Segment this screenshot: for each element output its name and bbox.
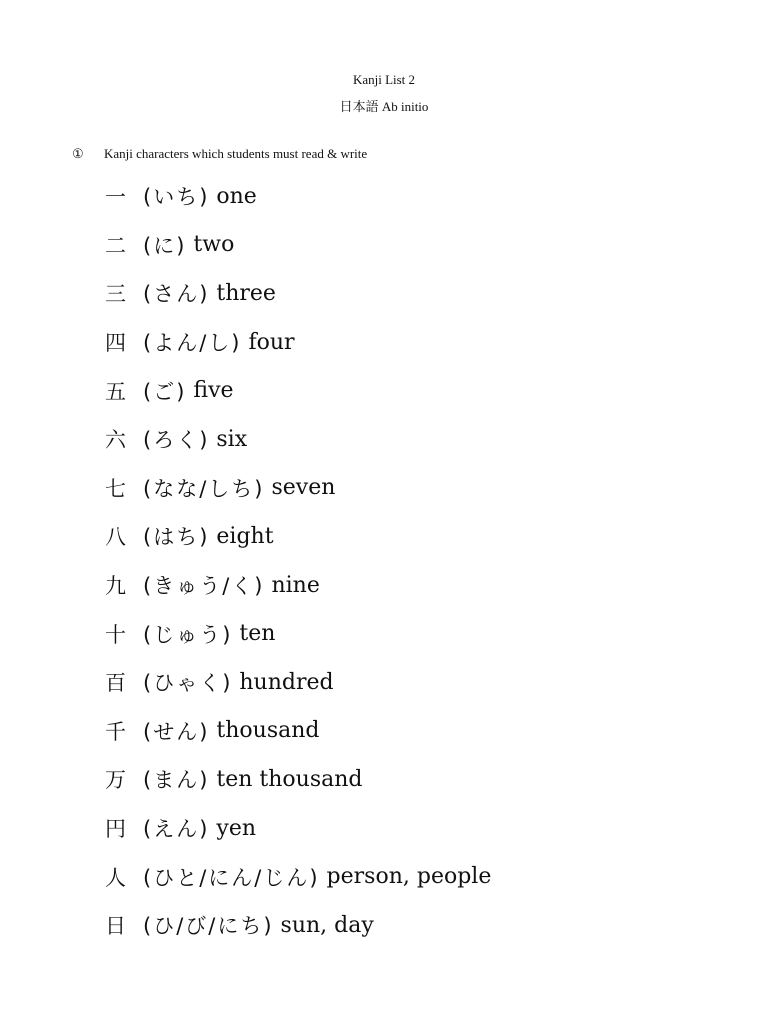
kanji-meaning: eight xyxy=(216,523,274,549)
kanji-reading: (ひと/にん/じん) xyxy=(143,865,320,890)
kanji-character: 二 xyxy=(105,233,126,258)
kanji-character: 人 xyxy=(105,865,126,890)
document-title: Kanji List 2 xyxy=(352,72,416,87)
kanji-character: 九 xyxy=(105,574,126,599)
kanji-meaning: six xyxy=(216,426,248,452)
kanji-row xyxy=(105,366,491,415)
kanji-character: 円 xyxy=(105,817,126,842)
kanji-reading: (よん/し) xyxy=(143,331,242,356)
kanji-row xyxy=(105,318,491,367)
kanji-row xyxy=(105,852,491,901)
kanji-row xyxy=(105,269,491,318)
kanji-meaning: seven xyxy=(271,475,336,501)
kanji-reading: (せん) xyxy=(143,719,210,744)
kanji-meaning: one xyxy=(216,183,257,209)
kanji-meaning: nine xyxy=(271,572,320,598)
kanji-reading: (に) xyxy=(143,233,187,258)
kanji-row xyxy=(105,658,491,707)
kanji-character: 日 xyxy=(105,914,126,939)
kanji-meaning: three xyxy=(216,280,276,306)
kanji-meaning: ten thousand xyxy=(216,766,363,792)
kanji-row xyxy=(105,415,491,464)
kanji-character: 十 xyxy=(105,622,126,647)
kanji-reading: (まん) xyxy=(143,768,210,793)
kanji-meaning: two xyxy=(193,232,235,258)
kanji-row xyxy=(105,707,491,756)
kanji-meaning: five xyxy=(193,378,234,404)
kanji-meaning: ten xyxy=(239,621,276,647)
kanji-reading: (ろく) xyxy=(143,428,210,453)
kanji-row xyxy=(105,804,491,853)
kanji-row xyxy=(105,172,491,221)
kanji-character: 万 xyxy=(105,768,126,793)
kanji-reading: (ひ/び/にち) xyxy=(143,914,274,939)
kanji-meaning: person, people xyxy=(326,864,492,890)
kanji-character: 四 xyxy=(105,331,126,356)
section-heading-text: Kanji characters which students must read & write xyxy=(104,146,368,161)
kanji-row xyxy=(105,561,491,610)
kanji-character: 一 xyxy=(105,185,126,210)
kanji-meaning: hundred xyxy=(239,669,334,695)
kanji-reading: (いち) xyxy=(143,185,210,210)
kanji-reading: (なな/しち) xyxy=(143,476,265,501)
kanji-reading: (きゅう/く) xyxy=(143,574,265,599)
kanji-row xyxy=(105,755,491,804)
kanji-character: 七 xyxy=(105,476,126,501)
kanji-character: 三 xyxy=(105,282,126,307)
section-heading xyxy=(72,146,367,162)
kanji-row xyxy=(105,609,491,658)
kanji-meaning: yen xyxy=(216,815,257,841)
kanji-character: 千 xyxy=(105,719,126,744)
kanji-reading: (はち) xyxy=(143,525,210,550)
kanji-row xyxy=(105,512,491,561)
kanji-row xyxy=(105,464,491,513)
kanji-reading: (じゅう) xyxy=(143,622,233,647)
kanji-reading: (ひゃく) xyxy=(143,671,233,696)
section-marker: ① xyxy=(72,146,84,161)
kanji-row xyxy=(105,221,491,270)
kanji-character: 百 xyxy=(105,671,126,696)
kanji-character: 六 xyxy=(105,428,126,453)
kanji-reading: (さん) xyxy=(143,282,210,307)
kanji-meaning: sun, day xyxy=(280,912,374,938)
kanji-character: 五 xyxy=(105,379,126,404)
kanji-list xyxy=(105,172,491,950)
kanji-reading: (ご) xyxy=(143,379,187,404)
kanji-row xyxy=(105,901,491,950)
kanji-character: 八 xyxy=(105,525,126,550)
kanji-meaning: four xyxy=(248,329,295,355)
kanji-meaning: thousand xyxy=(216,718,320,744)
kanji-reading: (えん) xyxy=(143,817,210,842)
document-subtitle: 日本語 Ab initio xyxy=(339,99,429,114)
